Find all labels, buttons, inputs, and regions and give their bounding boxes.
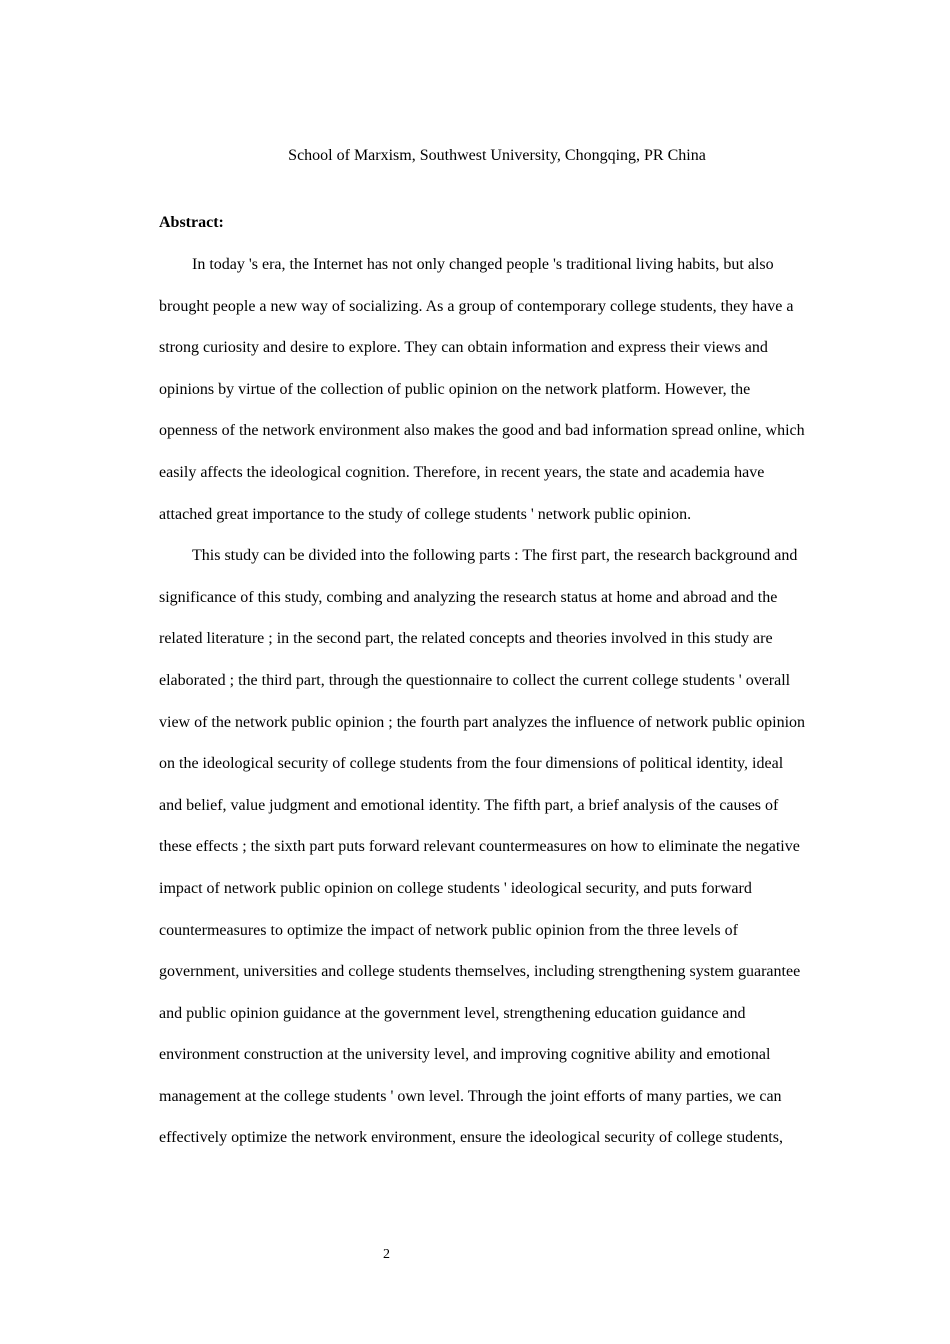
paragraph-2-line: management at the college students ' own level. Through the joint efforts of many parties, we can [159, 1087, 782, 1105]
paragraph-2-line: effectively optimize the network environment, ensure the ideological security of college students, [159, 1129, 783, 1147]
paragraph-2-line: and public opinion guidance at the government level, strengthening education guidance and [159, 1004, 746, 1022]
author-affiliation: School of Marxism, Southwest University, Chongqing, PR China [288, 147, 706, 164]
paragraph-2-line: elaborated ; the third part, through the questionnaire to collect the current college students ' overall [159, 671, 791, 689]
page-number: 2 [383, 1247, 390, 1262]
abstract-heading: Abstract: [159, 214, 224, 231]
paragraph-2-line: significance of this study, combing and analyzing the research status at home and abroad and the [159, 588, 778, 606]
paragraph-1-line: In today 's era, the Internet has not only changed people 's traditional living habits, but also [192, 256, 774, 273]
paragraph-1-line: strong curiosity and desire to explore. They can obtain information and express their views and [159, 339, 768, 357]
paragraph-1-line: easily affects the ideological cognition. Therefore, in recent years, the state and academia have [159, 463, 765, 481]
paragraph-1-line: opinions by virtue of the collection of public opinion on the network platform. However, the [159, 380, 751, 398]
paragraph-2-line: countermeasures to optimize the impact of network public opinion from the three levels of [159, 921, 738, 939]
paragraph-2-line: view of the network public opinion ; the fourth part analyzes the influence of network public opinion [159, 713, 806, 731]
paragraph-2-line: on the ideological security of college students from the four dimensions of political identity, ideal [159, 755, 784, 773]
abstract-body [159, 244, 839, 1159]
paragraph-2-line: This study can be divided into the following parts : The first part, the research background and [192, 547, 798, 565]
paragraph-2-line: environment construction at the university level, and improving cognitive ability and emotional [159, 1046, 771, 1064]
paragraph-1-line: attached great importance to the study of college students ' network public opinion. [159, 505, 692, 523]
paragraph-1-line: openness of the network environment also makes the good and bad information spread online, which [159, 422, 805, 440]
paragraph-2-line: and belief, value judgment and emotional identity. The fifth part, a brief analysis of the causes of [159, 796, 779, 814]
paragraph-1-line: brought people a new way of socializing. As a group of contemporary college students, they have a [159, 297, 794, 315]
paragraph-2-line: related literature ; in the second part, the related concepts and theories involved in this study are [159, 630, 773, 648]
paragraph-2-line: impact of network public opinion on college students ' ideological security, and puts forward [159, 879, 752, 897]
paragraph-2-line: government, universities and college students themselves, including strengthening system guarantee [159, 963, 801, 981]
paragraph-2-line: these effects ; the sixth part puts forward relevant countermeasures on how to eliminate the negative [159, 838, 800, 856]
